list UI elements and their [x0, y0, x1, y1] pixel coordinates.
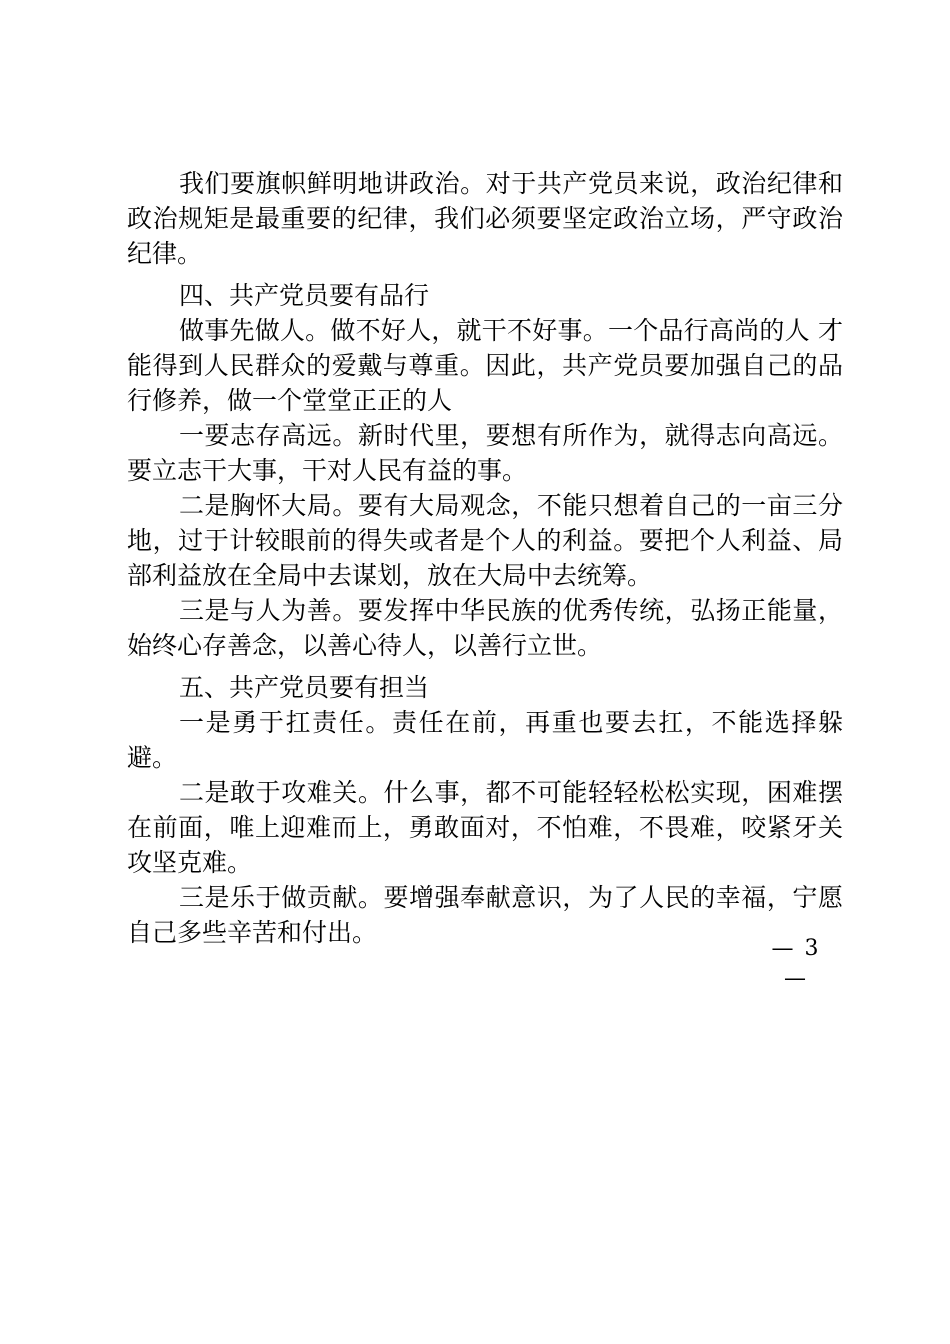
section-heading-5: 五、共产党员要有担当: [179, 673, 430, 702]
paragraph-contribution: 三是乐于做贡献。要增强奉献意识，为了人民的幸福，宁愿自己多些辛苦和付出。: [127, 883, 843, 947]
paragraph-responsibility: 一是勇于扛责任。责任在前，再重也要去扛，不能选择躲避。: [127, 708, 843, 772]
paragraph-political-discipline: 我们要旗帜鲜明地讲政治。对于共产党员来说，政治纪律和政治规矩是最重要的纪律，我们必须要坚定政治立场，严守政治纪律。: [127, 169, 843, 268]
paragraph-overcome-difficulties: 二是敢于攻难关。什么事，都不可能轻轻松松实现，困难摆在前面，唯上迎难而上，勇敢面对，不怕难，不畏难，咬紧牙关攻坚克难。: [127, 778, 843, 877]
paragraph-conduct-intro: 做事先做人。做不好人，就干不好事。一个品行高尚的人 才能得到人民群众的爱戴与尊重。因此，共产党员要加强自己的品行修养，做一个堂堂正正的人: [127, 316, 843, 415]
document-body: [127, 166, 843, 950]
paragraph-big-picture: 二是胸怀大局。要有大局观念，不能只想着自己的一亩三分地，过于计较眼前的得失或者是个人的利益。要把个人利益、局部利益放在全局中去谋划，放在大局中去统筹。: [127, 491, 843, 590]
paragraph-lofty-aspiration: 一要志存高远。新时代里，要想有所作为，就得志向高远。要立志干大事，干对人民有益的事。: [127, 421, 843, 485]
paragraph-kindness: 三是与人为善。要发挥中华民族的优秀传统，弘扬正能量，始终心存善念，以善心待人，以善行立世。: [127, 596, 843, 660]
page-number: — 3 —: [771, 936, 821, 991]
section-heading-4: 四、共产党员要有品行: [179, 281, 430, 310]
